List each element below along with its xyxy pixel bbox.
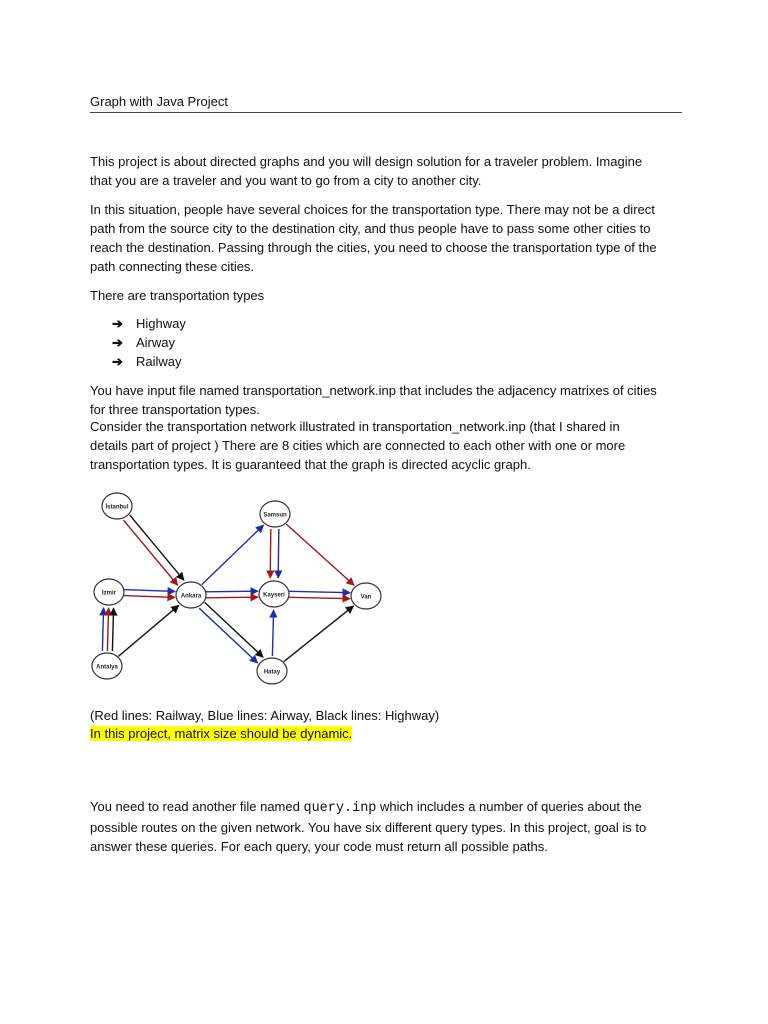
airway-edge bbox=[278, 529, 279, 578]
transport-type-list bbox=[112, 314, 186, 371]
city-label: Hatay bbox=[263, 669, 281, 676]
city-label: İstanbul bbox=[105, 504, 129, 511]
types-intro: There are transportation types bbox=[90, 288, 265, 303]
highway-edge bbox=[118, 605, 178, 656]
input-file-paragraph: You have input file named transportation_network.inp that includes the adjacency matrixes of cities for three transportation types. bbox=[90, 383, 657, 417]
railway-edge bbox=[107, 608, 108, 651]
consider-paragraph: Consider the transportation network illustrated in transportation_network.inp (that I shared in details part of project ) There are 8 cities which are connected to each other with one or more transportation types. It is guaranteed that the graph is directed acyclic graph. bbox=[90, 419, 626, 472]
railway-edge bbox=[124, 596, 175, 598]
airway-edge bbox=[206, 591, 258, 592]
list-item: ➔ Highway bbox=[112, 316, 186, 331]
airway-edge bbox=[202, 525, 264, 584]
city-label: Samsun bbox=[263, 512, 287, 519]
airway-edge bbox=[289, 591, 350, 592]
city-label: Ankara bbox=[180, 593, 202, 600]
query-filename: query.inp bbox=[303, 801, 377, 816]
railway-edge bbox=[270, 529, 271, 578]
highway-edge bbox=[112, 608, 113, 651]
legend-text: (Red lines: Railway, Blue lines: Airway, Black lines: Highway) bbox=[90, 708, 440, 723]
highway-edge bbox=[284, 606, 354, 662]
arrow-icon: ➔ bbox=[112, 316, 123, 331]
city-node bbox=[94, 579, 124, 605]
highway-edge bbox=[205, 602, 263, 657]
title-divider bbox=[90, 112, 682, 113]
city-node bbox=[351, 583, 381, 609]
railway-edge bbox=[286, 524, 354, 585]
highlighted-text: In this project, matrix size should be dynamic. bbox=[90, 726, 353, 741]
list-item: ➔ Railway bbox=[112, 354, 182, 369]
city-node bbox=[92, 653, 122, 679]
railway-edge bbox=[289, 597, 350, 598]
city-node bbox=[257, 658, 287, 684]
transport-network-graph bbox=[88, 488, 398, 688]
city-node bbox=[260, 501, 290, 527]
airway-edge bbox=[102, 608, 103, 651]
dynamic-note bbox=[90, 724, 660, 743]
document-title: Graph with Java Project bbox=[90, 94, 229, 109]
city-node bbox=[102, 493, 132, 519]
query-paragraph: You need to read another file named query.inp which includes a number of queries about the possible routes on the given network. You have six different query types. In this project, goal is to answer these queries. For each query, your code must return all possible paths. bbox=[90, 799, 647, 854]
airway-edge bbox=[124, 590, 175, 592]
arrow-icon: ➔ bbox=[112, 354, 123, 369]
airway-edge bbox=[272, 610, 273, 656]
city-label: İzmir bbox=[101, 590, 117, 597]
situation-paragraph: In this situation, people have several choices for the transportation type. There may not be a direct path from the source city to the destination city, and thus people have to pass some other cities to reach the destination. Passing through the cities, you need to choose the transportation type of the path connecting these cities. bbox=[90, 202, 657, 274]
railway-edge bbox=[206, 597, 258, 598]
arrow-icon: ➔ bbox=[112, 335, 123, 350]
city-label: Kayseri bbox=[263, 592, 285, 599]
city-label: Van bbox=[360, 594, 372, 601]
city-label: Antalya bbox=[96, 664, 118, 671]
list-item: ➔ Airway bbox=[112, 335, 176, 350]
intro-paragraph: This project is about directed graphs and you will design solution for a traveler problem. Imagine that you are a traveler and you want to go from a city to another city. bbox=[90, 154, 643, 188]
city-node bbox=[259, 581, 289, 607]
railway-edge bbox=[124, 520, 178, 585]
highway-edge bbox=[130, 515, 184, 580]
airway-edge bbox=[199, 608, 257, 663]
city-node bbox=[176, 582, 206, 608]
